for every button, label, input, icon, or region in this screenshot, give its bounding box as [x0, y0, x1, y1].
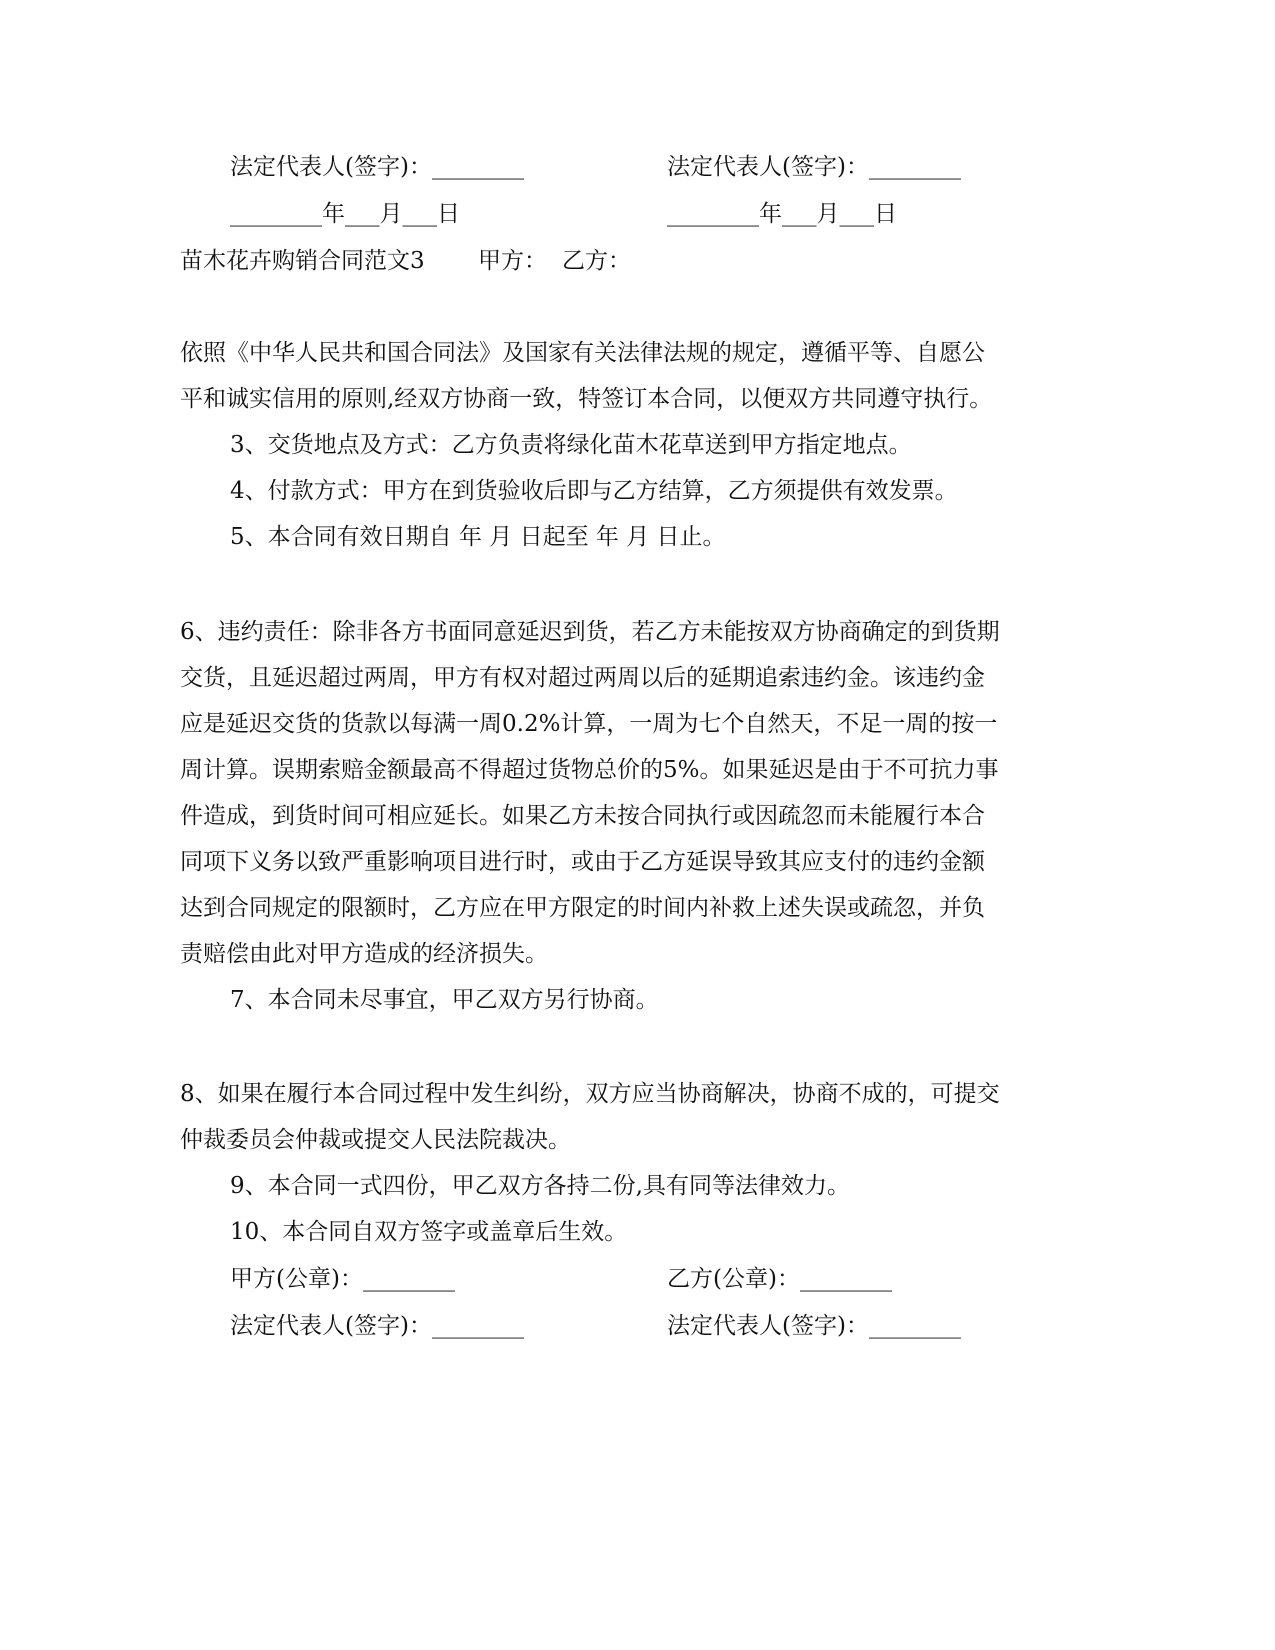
clause-8-line: 8、如果在履行本合同过程中发生纠纷，双方应当协商解决，协商不成的，可提交	[180, 1081, 1000, 1107]
clause-6-line: 件造成，到货时间可相应延长。如果乙方未按合同执行或因疏忽而未能履行本合	[180, 803, 985, 829]
party-b-seal: 乙方(公章)：________	[667, 1266, 892, 1292]
clause-9: 9、本合同一式四份，甲乙双方各持二份,具有同等法律效力。	[230, 1173, 850, 1199]
clause-6-line: 责赔偿由此对甲方造成的经济损失。	[180, 941, 548, 967]
date-left: ________年___月___日	[230, 201, 460, 227]
clause-5: 5、本合同有效日期自 年 月 日起至 年 月 日止。	[230, 524, 726, 550]
legal-rep-sign-left: 法定代表人(签字)：________	[230, 1313, 524, 1339]
clause-8-section	[180, 1071, 1060, 1255]
intro-section	[180, 330, 1060, 560]
legal-rep-sign-left: 法定代表人(签字)：________	[230, 154, 524, 180]
party-b-label: 乙方：	[562, 248, 631, 274]
party-a-seal: 甲方(公章)：________	[230, 1266, 455, 1292]
clause-3: 3、交货地点及方式：乙方负责将绿化苗木花草送到甲方指定地点。	[230, 432, 912, 458]
clause-6-line: 应是延迟交货的货款以每满一周0.2%计算，一周为七个自然天，不足一周的按一	[180, 711, 998, 737]
clause-8-line: 仲裁委员会仲裁或提交人民法院裁决。	[180, 1127, 571, 1153]
clause-6-line: 6、违约责任：除非各方书面同意延迟到货，若乙方未能按双方协商确定的到货期	[180, 619, 1000, 645]
intro-line: 平和诚实信用的原则,经双方协商一致，特签订本合同，以便双方共同遵守执行。	[180, 386, 993, 412]
clause-6-line: 同项下义务以致严重影响项目进行时，或由于乙方延误导致其应支付的违约金额	[180, 849, 985, 875]
contract-title: 苗木花卉购销合同范文3	[180, 248, 425, 274]
clause-10: 10、本合同自双方签字或盖章后生效。	[230, 1219, 628, 1245]
clause-7: 7、本合同未尽事宜，甲乙双方另行协商。	[230, 987, 659, 1013]
legal-rep-sign-right: 法定代表人(签字)：________	[667, 1313, 961, 1339]
legal-rep-sign-right: 法定代表人(签字)：________	[667, 154, 961, 180]
clause-6-line: 周计算。误期索赔金额最高不得超过货物总价的5%。如果延迟是由于不可抗力事	[180, 757, 999, 783]
clause-6-section	[180, 609, 1060, 1023]
intro-line: 依照《中华人民共和国合同法》及国家有关法律法规的规定，遵循平等、自愿公	[180, 340, 985, 366]
clause-4: 4、付款方式：甲方在到货验收后即与乙方结算，乙方须提供有效发票。	[230, 478, 958, 504]
clause-6-line: 交货，且延迟超过两周，甲方有权对超过两周以后的延期追索违约金。该违约金	[180, 665, 985, 691]
party-a-label: 甲方：	[478, 248, 547, 274]
date-right: ________年___月___日	[667, 201, 897, 227]
clause-6-line: 达到合同规定的限额时，乙方应在甲方限定的时间内补救上述失误或疏忽，并负	[180, 895, 985, 921]
